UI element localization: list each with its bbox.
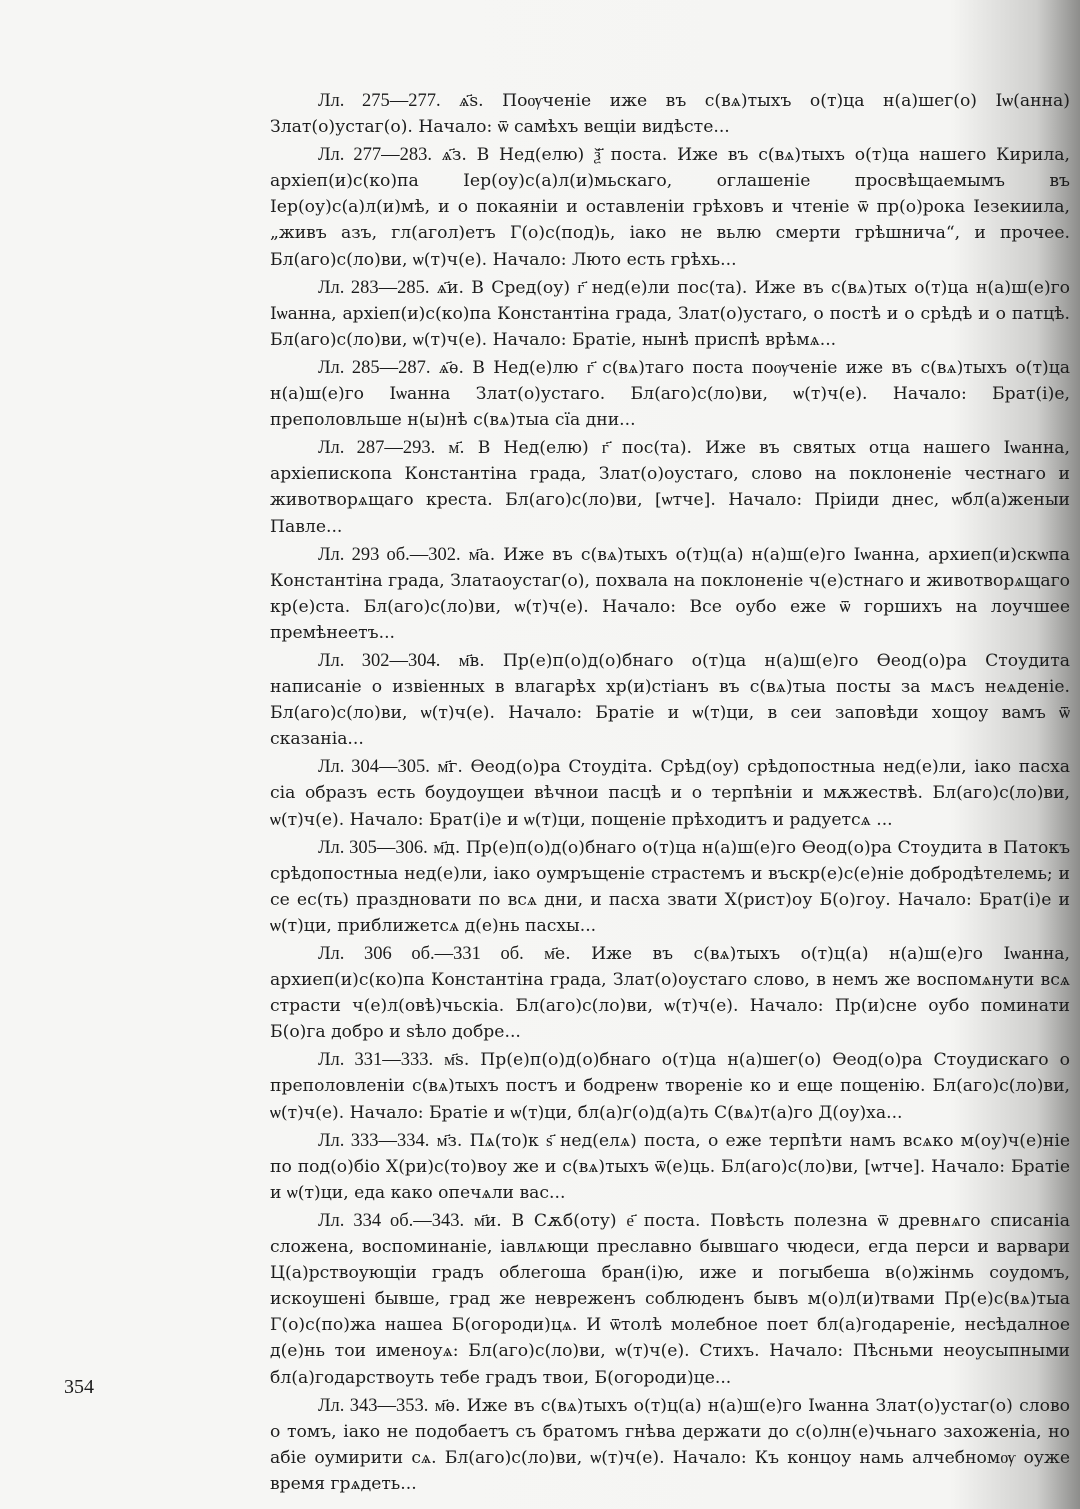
page-number: 354 <box>64 1376 94 1398</box>
catalog-entry <box>270 88 1070 140</box>
catalog-entry <box>270 1047 1070 1125</box>
folio-reference: Лл. 304—305. <box>318 757 430 778</box>
entry-description: ѧ҃ѕ. Поѹченіе иже въ с(вѧ)тыхъ о(т)ца н(а)шег(о) Іѡ(анна) Злат(о)устаг(о). Начало: ѿ самѣхъ вещіи видѣсте... <box>270 91 1070 138</box>
catalog-entry <box>270 835 1070 939</box>
entry-description: м҃д. Пр(е)п(о)д(о)бнаго о(т)ца н(а)ш(е)го Ѳеод(о)ра Стоудита в Патокъ срѣдопостныа нед(е)ли, іако оумръщеніе страстемъ и въскр(е)с(е)ніе добродѣтелемь; и се ес(ть) праздновати по всѧ дни, и пасха звати Х(рист)оу Б(о)гоу. Начало: Брат(і)е и ѡ(т)ци, приближетсѧ д(е)нь пасхы... <box>270 837 1071 936</box>
folio-reference: Лл. 331—333. <box>318 1050 434 1071</box>
catalog-entry <box>270 941 1070 1045</box>
entry-description: м҃в. Пр(е)п(о)д(о)бнаго о(т)ца н(а)ш(е)го Ѳеод(о)ра Стоудита написаніе о извіенных в влагарѣх хр(и)стіанъ въ с(вѧ)тыа посты за мѧсъ неѧденіе. Бл(аго)с(ло)ви, ѡ(т)ч(е). Начало: Братіе и ѡ(т)ци, в сеи заповѣди хощоу вамъ ѿ сказаніа... <box>270 650 1071 750</box>
entry-description: м҃е. Иже въ с(вѧ)тыхъ о(т)ц(а) н(а)ш(е)го Іѡанна, архиеп(и)с(ко)па Константіна града, Злат(о)оустаго слово, в немъ же воспомѧнути всѧ страсти ч(е)л(овѣ)чьскіа. Бл(аго)с(ло)ви, ѡ(т)ч(е). Начало: Пр(и)сне оубо поминати Б(о)га добро и ѕѣло добре... <box>270 944 1070 1043</box>
folio-reference: Лл. 275—277. <box>318 91 441 111</box>
folio-reference: Лл. 277—283. <box>318 145 432 166</box>
folio-reference: Лл. 287—293. <box>318 438 436 459</box>
catalog-entry <box>270 1208 1070 1391</box>
manuscript-catalog-text <box>270 88 1070 1499</box>
entry-description: м҃а. Иже въ с(вѧ)тыхъ о(т)ц(а) н(а)ш(е)го Іѡанна, архиеп(и)скѡпа Константіна града, Златаоустаг(о), похвала на поклоненіе ч(е)стнаго и животворѧщаго кр(е)ста. Бл(аго)с(ло)ви, ѡ(т)ч(е). Начало: Все оубо еже ѿ горшихъ на лоучшее премѣнеетъ... <box>270 544 1070 643</box>
catalog-entry <box>270 542 1070 646</box>
entry-description: ѧ҃з. В Нед(елю) ѯ҃ поста. Иже въ с(вѧ)тыхъ о(т)ца нашего Кирила, архіеп(и)с(ко)па Іер(оу)с(а)л(и)мьскаго, оглашеніе просвѣщаемымъ въ Іер(оу)с(а)л(и)мѣ, и о покаяніи и оставленіи грѣховъ и чтеніе ѿ пр(о)рока Іезекиила, „живъ азъ, гл(агол)етъ Г(о)с(под)ь, іако не вьлю смерти грѣшнича“, и прочее. Бл(аго)с(ло)ви, ѡ(т)ч(е). Начало: Люто есть грѣхь... <box>270 145 1070 270</box>
folio-reference: Лл. 334 об.—343. <box>318 1210 465 1231</box>
entry-description: м҃и. В Сѫб(оту) е҃ поста. Повѣсть полезна ѿ древнѧго списаніа сложена, воспоминаніе, іавлѧющи преславно бывшаго чюдеси, егда перси и варвари Ц(а)рствоующіи градъ облегоша бран(і)ю, иже и погыбеша в(о)жінмь соудомъ, искоушені бывше, град же невреженъ соблюденъ бывъ м(о)л(и)твами Пр(е)с(вѧ)тыа Г(о)с(по)жа нашеа Б(огороди)цѧ. И ѿтолѣ молебное поет бл(а)годареніе, несѣдалное д(е)нь тои именоуѧ: Бл(аго)с(ло)ви, ѡ(т)ч(е). Стихъ. Начало: Пѣсньми неоусыпными бл(а)годарствоуть тебе градъ твои, Б(огороди)це... <box>270 1210 1070 1388</box>
catalog-entry <box>270 355 1070 433</box>
folio-reference: Лл. 306 об.—331 об. <box>318 944 524 964</box>
catalog-entry <box>270 435 1070 539</box>
entry-description: м҃ѳ. Иже въ с(вѧ)тыхъ о(т)ц(а) н(а)ш(е)го Іѡанна Злат(о)устаг(о) слово о томъ, іако не подобаетъ съ братомъ гнѣва держати до с(о)лн(е)чьнаго захоженіа, но абіе оумирити сѧ. Бл(аго)с(ло)ви, ѡ(т)ч(е). Начало: Къ концоу намь алчебномѹ оуже время грѧдеть... <box>270 1395 1071 1494</box>
folio-reference: Лл. 302—304. <box>318 650 441 671</box>
catalog-entry <box>270 648 1070 752</box>
folio-reference: Лл. 283—285. <box>318 277 430 298</box>
entry-description: м҃. В Нед(елю) г҃ пос(та). Иже въ святых отца нашего Іѡанна, архіепископа Константіна града, Злат(о)оустаго, слово на поклоненіе честнаго и животворѧщаго креста. Бл(аго)с(ло)ви, [ѡтче]. Начало: Пріиди днес, ѡбл(а)женыи Павле... <box>270 438 1070 537</box>
catalog-entry <box>270 142 1070 272</box>
entry-description: ѧ҃и. В Сред(оу) г҃ нед(е)ли пос(та). Иже въ с(вѧ)тых о(т)ца н(а)ш(е)го Іѡанна, архіеп(и)с(ко)па Константіна града, Злат(о)устаго, о постѣ и о срѣдѣ и о патцѣ. Бл(аго)с(ло)ви, ѡ(т)ч(е). Начало: Братіе, нынѣ приспѣ врѣмѧ... <box>270 277 1071 350</box>
folio-reference: Лл. 333—334. <box>318 1130 430 1151</box>
entry-description: м҃з. Пѧ(то)к ѕ҃ нед(елѧ) поста, о еже терпѣти намъ всѧко м(оу)ч(е)ніе по под(о)біо Х(ри)с(то)воу же и с(вѧ)тыхъ ѿ(е)ць. Бл(аго)с(ло)ви, [ѡтче]. Начало: Братіе и ѡ(т)ци, еда како опечѧли вас... <box>270 1130 1070 1203</box>
entry-description: м҃г. Ѳеод(о)ра Стоудіта. Срѣд(оу) срѣдопостныа нед(е)ли, іако пасха сіа образъ есть боудоущеи вѣчнои пасцѣ и о терпѣніи и мѫжествѣ. Бл(аго)с(ло)ви, ѡ(т)ч(е). Начало: Брат(і)е и ѡ(т)ци, пощеніе прѣходитъ и радуетсѧ ... <box>270 757 1071 830</box>
catalog-entry <box>270 1128 1070 1206</box>
entry-description: ѧ҃ѳ. В Нед(е)лю г҃ с(вѧ)таго поста поѹченіе иже въ с(вѧ)тыхъ о(т)ца н(а)ш(е)го Іѡанна Злат(о)устаго. Бл(аго)с(ло)ви, ѡ(т)ч(е). Начало: Брат(і)е, преполовльше н(ы)нѣ с(вѧ)тыа сїа дни... <box>270 357 1071 431</box>
catalog-entry <box>270 1393 1070 1497</box>
catalog-entry <box>270 275 1070 353</box>
folio-reference: Лл. 305—306. <box>318 837 428 858</box>
catalog-entry <box>270 754 1070 832</box>
folio-reference: Лл. 343—353. <box>318 1395 429 1416</box>
folio-reference: Лл. 285—287. <box>318 357 431 378</box>
entry-description: м҃ѕ. Пр(е)п(о)д(о)бнаго о(т)ца н(а)шег(о) Ѳеод(о)ра Стоудискаго о преполовленіи с(вѧ)тыхъ постъ и бодренѡ твореніе ко и еще пощенію. Бл(аго)с(ло)ви, ѡ(т)ч(е). Начало: Братіе и ѡ(т)ци, бл(а)г(о)д(а)ть С(вѧ)т(а)го Д(оу)ха... <box>270 1050 1070 1123</box>
folio-reference: Лл. 293 об.—302. <box>318 544 461 565</box>
